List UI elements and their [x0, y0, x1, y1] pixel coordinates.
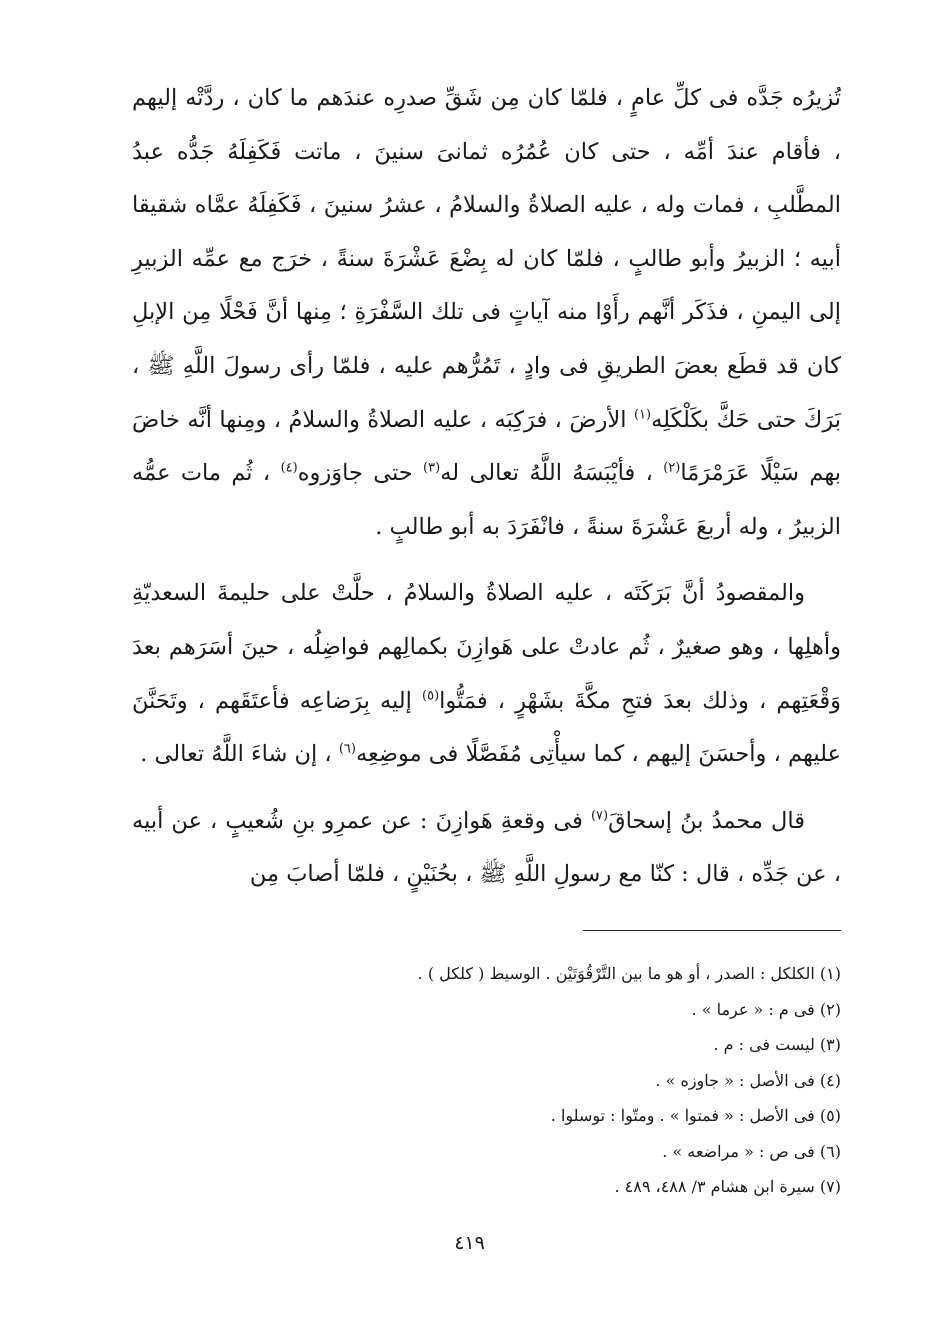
paragraph-text: حتى جاوَزوه	[297, 460, 424, 487]
paragraph-text: تُزيرُه جَدَّه فى كلِّ عامٍ ، فلمّا كان مِن شَقِّ صدرِه عندَهم ما كان ، ردَّتْه إليهم ، فأقام عندَ أمِّه ، حتى كان عُمُرُه ثمانىَ سنينَ ، ماتت فَكَفِلَهُ جَدُّه عبدُ المطَّلبِ ، فمات وله ، عليه الصلاةُ والسلامُ ، عشرُ سنينَ ، فَكَفِلَهُ عمَّاه شقيقا أبيه ؛ الزبيرُ وأبو طالبٍ ، فلمّا كان له بِضْعَ عَشْرَةَ سنةً ، خرَج مع عمِّه الزبيرِ إلى اليمنِ ، فذَكَر أنَّهم رأَوْا منه آياتٍ فى تلك السَّفْرَةِ ؛ مِنها أنَّ فَحْلًا مِن الإبلِ كان قد قطَع بعضَ الطريقِ فى وادٍ ، تَمُرُّهم عليه ، فلمّا رأى رسولَ اللَّهِ ﷺ ، بَرَكَ حتى حَكَّ بكَلْكَلِه	[132, 85, 842, 433]
footnote-reference: (٤)	[280, 460, 298, 476]
footnote-item: (٦) فى ص : « مراضعه » .	[662, 1141, 841, 1161]
footnote-separator	[583, 930, 841, 931]
footnote-item: (٢) فى م : « عرما » .	[691, 999, 841, 1019]
footnote-reference: (٢)	[663, 460, 681, 476]
paragraph-text: فى وقعةِ هَوازِنَ : عن عمرِو بنِ شُعيبٍ ، عن أبيه ، عن جَدِّه ، قال : كنّا مع رسولِ اللَّهِ ﷺ ، بحُنَيْنٍ ، فلمّا أصابَ مِن	[132, 807, 841, 888]
footnote-reference: (٧)	[590, 808, 609, 824]
paragraph-text: ، ثُم مات عمُّه الزبيرُ ، وله أربعَ عَشْرَةَ سنةً ، فانْفَرَدَ به أبو طالبٍ .	[132, 460, 841, 540]
footnote-reference: (١)	[633, 407, 652, 423]
main-text-body	[132, 72, 841, 902]
footnote-item: (١) الكلكل : الصدر ، أو هو ما بين التَّرْقُوَتَيْن . الوسيط ( كلكل ) .	[417, 964, 841, 983]
body-paragraph	[132, 795, 841, 902]
footnote-reference: (٣)	[423, 460, 441, 476]
paragraph-text: والمقصودُ أنَّ بَرَكَتَه ، عليه الصلاةُ والسلامُ ، حلَّتْ على حليمةَ السعديّةِ وأهلِها ، وهو صغيرٌ ، ثُم عادتْ على هَوازِنَ بكمالِهم فواضِلُه ، حينَ أسَرَهم بعدَ وَقْعَتِهم ، وذلك بعدَ فتحِ مكَّةَ بشَهْرٍ ، فمَتُّوا	[132, 580, 841, 714]
footnote-item: (٣) ليست فى : م .	[713, 1035, 841, 1054]
page-number: ٤١٩	[454, 1232, 485, 1254]
paragraph-text: إليه بِرَضاعِه فأعتَقَهم ، وتَحَنَّنَ عليهم ، وأحسَنَ إليهم ، كما سيأْتِى مُفَصَّلًا فى موضِعِه	[132, 687, 841, 768]
paragraph-text: ، فأيْبَسَهُ اللَّهُ تعالى له	[440, 460, 664, 487]
footnote-reference: (٦)	[338, 741, 356, 757]
footnotes-list	[132, 956, 841, 1205]
paragraph-text: الأرضَ ، فرَكِبَه ، عليه الصلاةُ والسلامُ ، ومِنها أنَّه خاضَ بهم سَيْلًا عَرَمْرَمًا	[132, 406, 841, 487]
paragraph-text: ، إن شاءَ اللَّهُ تعالى .	[140, 741, 339, 768]
paragraph-text: قال محمدُ بنُ إسحاقَ	[608, 807, 806, 834]
footnote-item: (٥) فى الأصل : « فمتوا » . ومتّوا : توسلوا .	[550, 1106, 841, 1125]
footnote-reference: (٥)	[422, 688, 440, 704]
footnote-item: (٤) فى الأصل : « جاوزه » .	[655, 1070, 841, 1090]
footnote-item: (٧) سيرة ابن هشام ٣/ ٤٨٨، ٤٨٩ .	[614, 1177, 841, 1196]
body-paragraph	[132, 567, 841, 781]
body-paragraph	[132, 72, 841, 554]
